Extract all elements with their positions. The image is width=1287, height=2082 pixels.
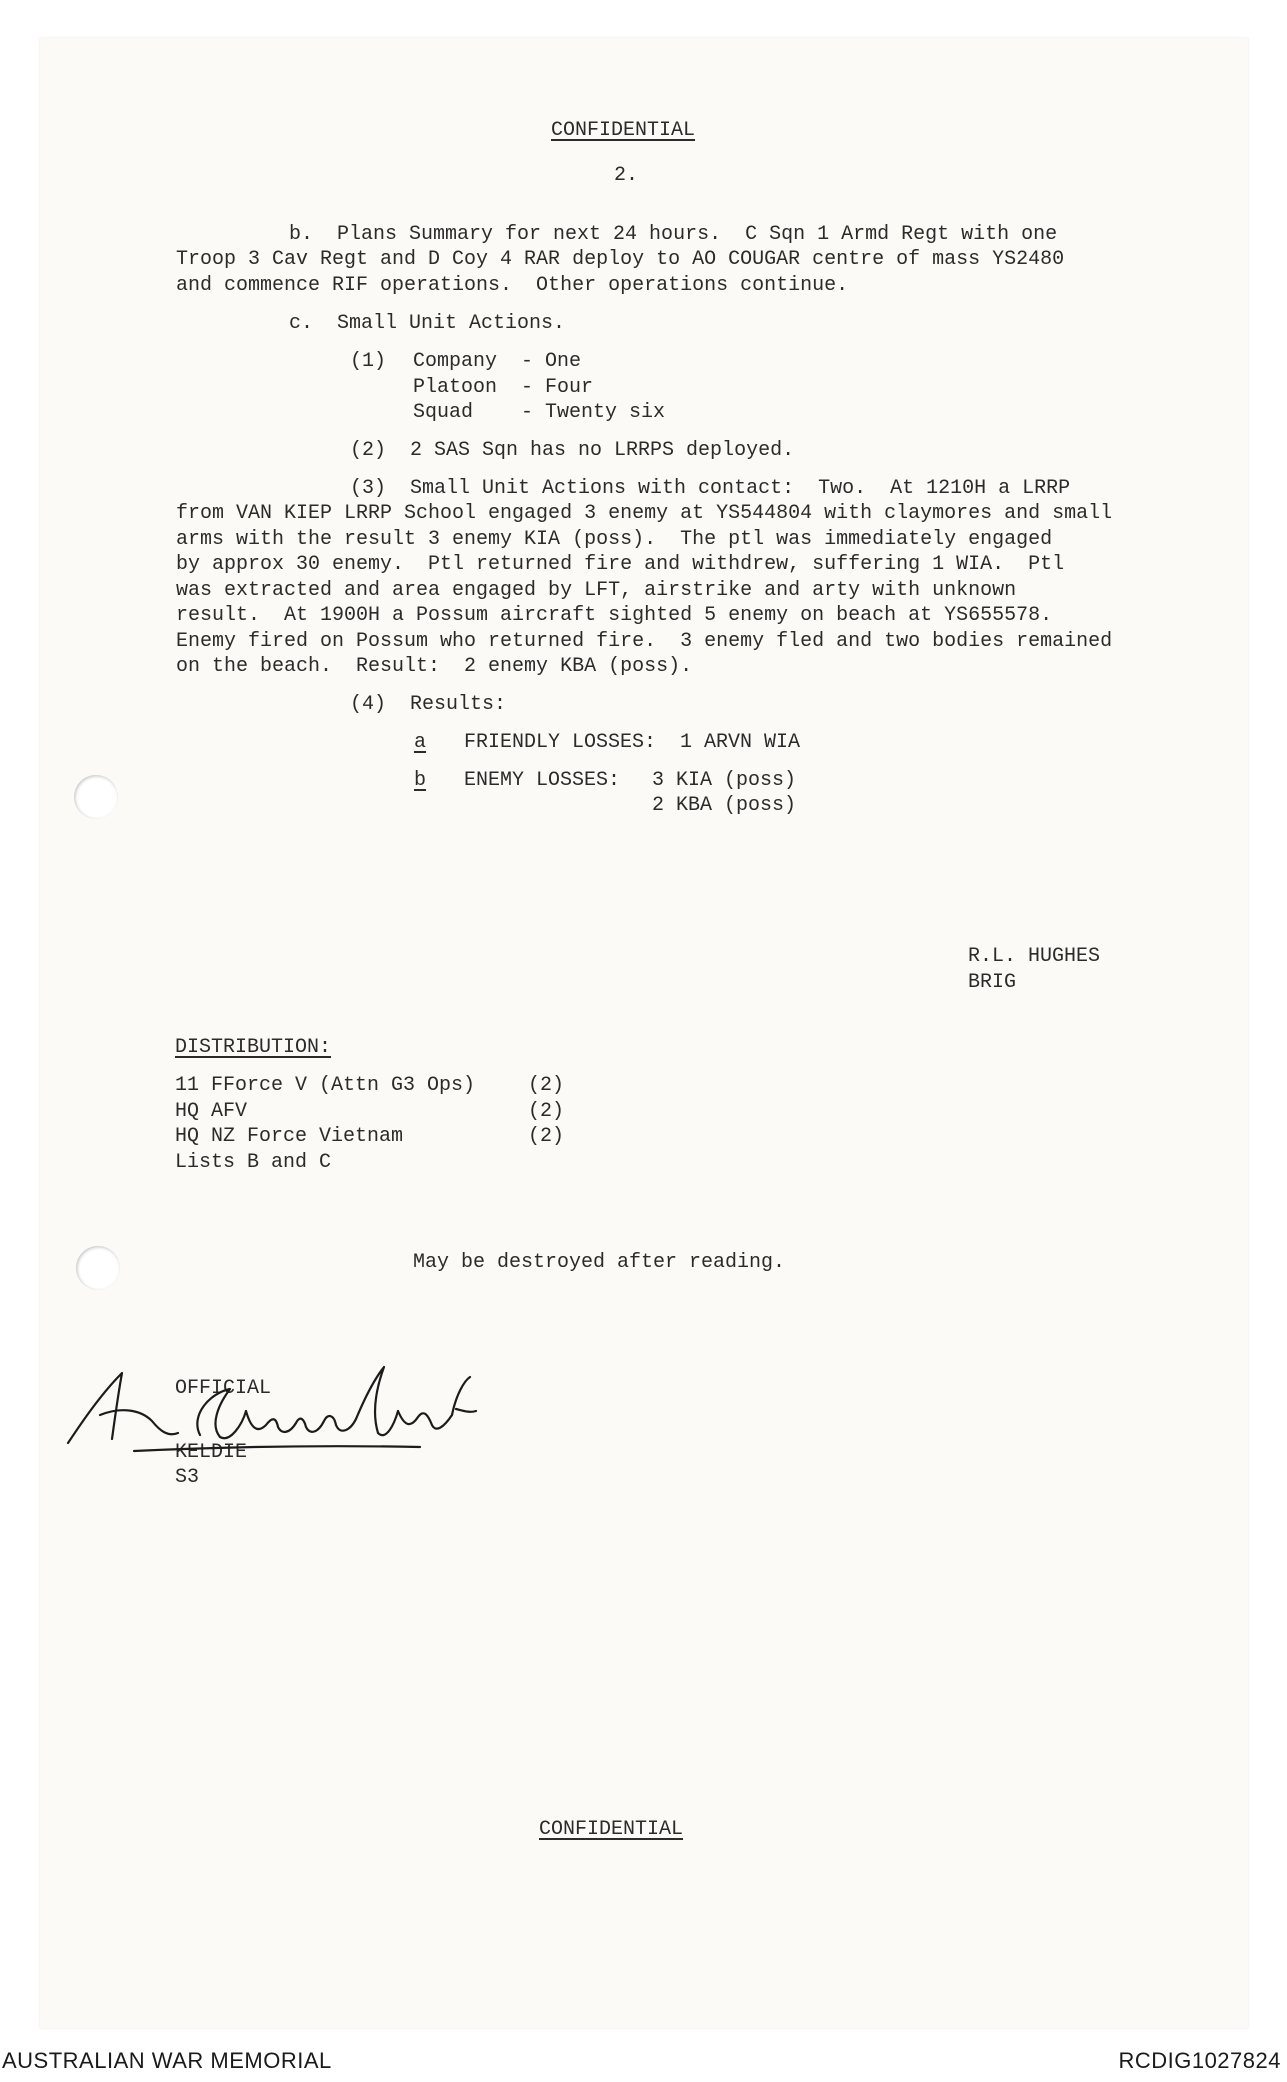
classification-footer: CONFIDENTIAL (539, 1818, 684, 1841)
item-3-line: on the beach. Result: 2 enemy KBA (poss). (176, 655, 693, 678)
distribution-copies: (2) (528, 1074, 565, 1097)
item-1-row: Platoon - Four (413, 376, 594, 399)
archive-reference: RCDIG1027824 (1118, 2048, 1281, 2073)
signatory-name: R.L. HUGHES (968, 945, 1101, 968)
archive-institution: AUSTRALIAN WAR MEMORIAL (2, 2048, 332, 2073)
official-name: KELDIE (175, 1441, 248, 1464)
enemy-losses-label: ENEMY LOSSES: (464, 769, 621, 792)
distribution-recipient: 11 FForce V (Attn G3 Ops) (175, 1074, 476, 1097)
distribution-recipient: HQ AFV (175, 1100, 248, 1123)
page-number: 2. (614, 164, 639, 187)
item-1-row: Squad - Twenty six (413, 401, 666, 424)
item-4-heading: (4) Results: (350, 693, 507, 716)
enemy-losses-value: 2 KBA (poss) (652, 794, 797, 817)
classification-header: CONFIDENTIAL (551, 119, 696, 142)
item-2: (2) 2 SAS Sqn has no LRRPS deployed. (350, 439, 795, 462)
official-role: S3 (175, 1466, 200, 1489)
item-3-line: Enemy fired on Possum who returned fire. 3 enemy fled and two bodies remained (176, 630, 1113, 653)
item-4a-label: a (414, 731, 427, 754)
destroy-note: May be destroyed after reading. (413, 1251, 786, 1274)
item-3-line: from VAN KIEP LRRP School engaged 3 enemy at YS544804 with claymores and small (176, 502, 1113, 525)
enemy-losses-value: 3 KIA (poss) (652, 769, 797, 792)
item-4b-label: b (414, 769, 427, 792)
distribution-copies: (2) (528, 1125, 565, 1148)
item-3-line: by approx 30 enemy. Ptl returned fire and withdrew, suffering 1 WIA. Ptl (176, 553, 1065, 576)
signatory-rank: BRIG (968, 971, 1017, 994)
para-b-line-1: b. Plans Summary for next 24 hours. C Sqn 1 Armd Regt with one (289, 223, 1058, 246)
item-3-line: arms with the result 3 enemy KIA (poss). The ptl was immediately engaged (176, 528, 1053, 551)
para-b-line-2: Troop 3 Cav Regt and D Coy 4 RAR deploy to AO COUGAR centre of mass YS2480 (176, 248, 1065, 271)
distribution-heading: DISTRIBUTION: (175, 1036, 332, 1059)
official-label: OFFICIAL (175, 1377, 272, 1400)
document-sheet (40, 38, 1248, 2028)
punch-hole (74, 775, 118, 819)
distribution-recipient: Lists B and C (175, 1151, 332, 1174)
punch-hole (76, 1246, 120, 1290)
distribution-recipient: HQ NZ Force Vietnam (175, 1125, 404, 1148)
item-1-row: Company - One (413, 350, 582, 373)
distribution-copies: (2) (528, 1100, 565, 1123)
para-b-line-3: and commence RIF operations. Other operations continue. (176, 274, 849, 297)
friendly-losses: FRIENDLY LOSSES: 1 ARVN WIA (464, 731, 801, 754)
item-3-line: result. At 1900H a Possum aircraft sighted 5 enemy on beach at YS655578. (176, 604, 1053, 627)
handwritten-signature (60, 1355, 480, 1465)
item-3-line: was extracted and area engaged by LFT, airstrike and arty with unknown (176, 579, 1017, 602)
item-1-number: (1) (350, 350, 387, 373)
item-3-line: (3) Small Unit Actions with contact: Two. At 1210H a LRRP (350, 477, 1071, 500)
para-c-heading: c. Small Unit Actions. (289, 312, 566, 335)
